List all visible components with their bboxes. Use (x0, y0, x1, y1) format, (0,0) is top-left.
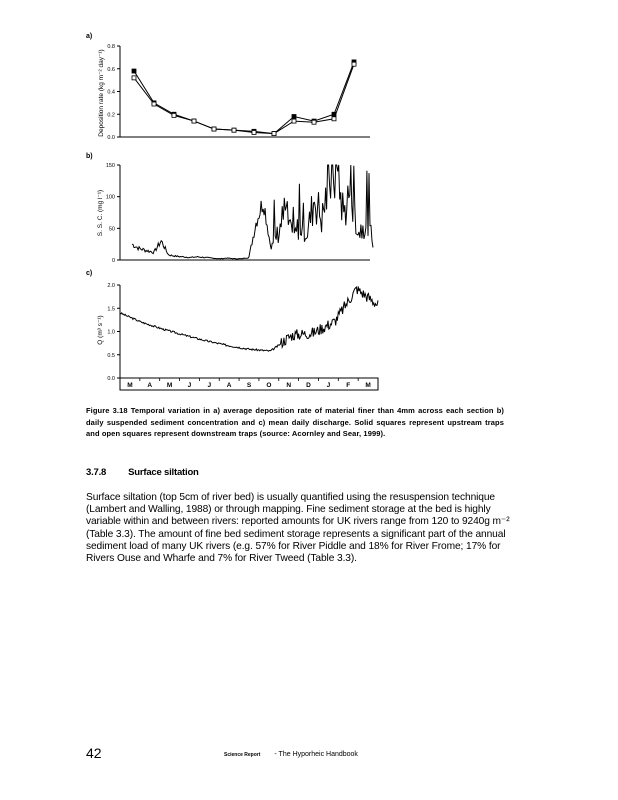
chart-c-series-discharge (120, 286, 378, 351)
chart-a-point-upstream (132, 69, 136, 73)
chart-c-ytick-label: 0.0 (107, 376, 115, 382)
chart-a-point-downstream (332, 117, 336, 121)
chart-c-month-label: D (306, 382, 311, 389)
chart-a-series-upstream (134, 62, 354, 134)
chart-a-point-downstream (272, 132, 276, 136)
chart-a-ytick-label: 0.0 (107, 135, 115, 141)
section-title: Surface siltation (128, 467, 199, 478)
chart-c-month-label: N (286, 382, 292, 389)
caption-text: Temporal variation in a) average deposition rate of material finer than 4mm across each section b) daily suspended sediment concentration and c) mean daily discharge. Solid squares represent upstream traps and open squares represent downstream traps (source: Acornley and Sear, 1999). (86, 406, 504, 438)
footer-publisher: Science Report (224, 752, 261, 758)
chart-a-point-downstream (192, 119, 196, 123)
chart-a-point-upstream (292, 115, 296, 119)
chart-c-ytick-label: 2.0 (107, 283, 115, 289)
chart-b (90, 158, 390, 268)
chart-a-point-downstream (232, 128, 236, 132)
chart-c-month-label: M (166, 382, 173, 389)
chart-b-ytick-label: 0 (111, 258, 115, 264)
section-number: 3.7.8 (86, 467, 107, 478)
chart-c-month-label: M (365, 382, 371, 389)
chart-c-ytick-label: 0.5 (107, 352, 115, 359)
chart-c-month-label: A (147, 382, 153, 389)
footer-running-title (224, 751, 358, 758)
chart-a-ytick-label: 0.6 (107, 66, 115, 73)
chart-a-point-downstream (252, 130, 256, 134)
panel-label-a: a) (86, 33, 93, 40)
chart-a-point-downstream (152, 102, 156, 106)
chart-c-month-label: A (226, 382, 232, 389)
chart-a-point-downstream (312, 120, 316, 124)
body-paragraph: Surface siltation (top 5cm of river bed) is usually quantified using the resuspension technique (Lambert and Walling, 1988) or through mapping. Fine sediment storage at the bed is highly variable within and between rivers: reported amounts for UK rivers range from 120 to 9240g m⁻² (Table 3.3). The amount of fine bed sediment storage represents a significant part of the annual sediment load of many UK rivers (e.g. 57% for River Piddle and 18% for River Frome; 17% for Rivers Ouse and Wharfe and 7% for River Tweed (Table 3.3). (86, 492, 510, 565)
chart-c-month-label: O (266, 382, 272, 389)
chart-a (90, 38, 390, 148)
chart-a-series-downstream (134, 64, 354, 133)
footer-title: - The Hyporheic Handbook (274, 751, 358, 758)
section-heading (86, 467, 199, 478)
panel-label-b: b) (86, 153, 93, 160)
chart-c-ytick-label: 1.5 (107, 306, 115, 313)
caption-label: Figure 3.18 (86, 406, 128, 415)
chart-a-point-downstream (292, 119, 296, 123)
chart-b-ytick-label: 50 (108, 226, 115, 233)
chart-c-month-label: S (246, 382, 252, 389)
chart-c-ytick-label: 1.0 (107, 329, 115, 336)
chart-c-month-label: F (346, 382, 351, 389)
chart-b-ylabel: S. S. C. (mg l⁻¹) (97, 189, 104, 237)
chart-c-month-label: J (326, 382, 331, 389)
chart-a-ylabel: Deposition rate (kg m⁻² day⁻¹) (98, 49, 105, 137)
chart-a-ytick-label: 0.4 (107, 89, 115, 96)
chart-a-point-downstream (352, 62, 356, 66)
chart-c (90, 278, 390, 396)
chart-b-ytick-label: 150 (105, 163, 115, 169)
chart-a-ytick-label: 0.8 (107, 44, 115, 50)
chart-a-point-downstream (172, 113, 176, 117)
panel-label-c: c) (86, 270, 93, 277)
chart-c-month-label: M (127, 382, 133, 389)
chart-a-point-downstream (212, 127, 216, 131)
chart-a-ytick-label: 0.2 (107, 112, 115, 119)
chart-b-series-ssc (132, 165, 373, 259)
chart-c-month-label: J (187, 382, 192, 389)
figure-caption (86, 405, 504, 440)
chart-a-point-downstream (132, 76, 136, 80)
chart-c-month-label: J (207, 382, 212, 389)
page-number: 42 (86, 745, 102, 761)
chart-c-ylabel: Q (m³ s⁻¹) (97, 315, 104, 345)
chart-b-ytick-label: 100 (105, 194, 115, 201)
